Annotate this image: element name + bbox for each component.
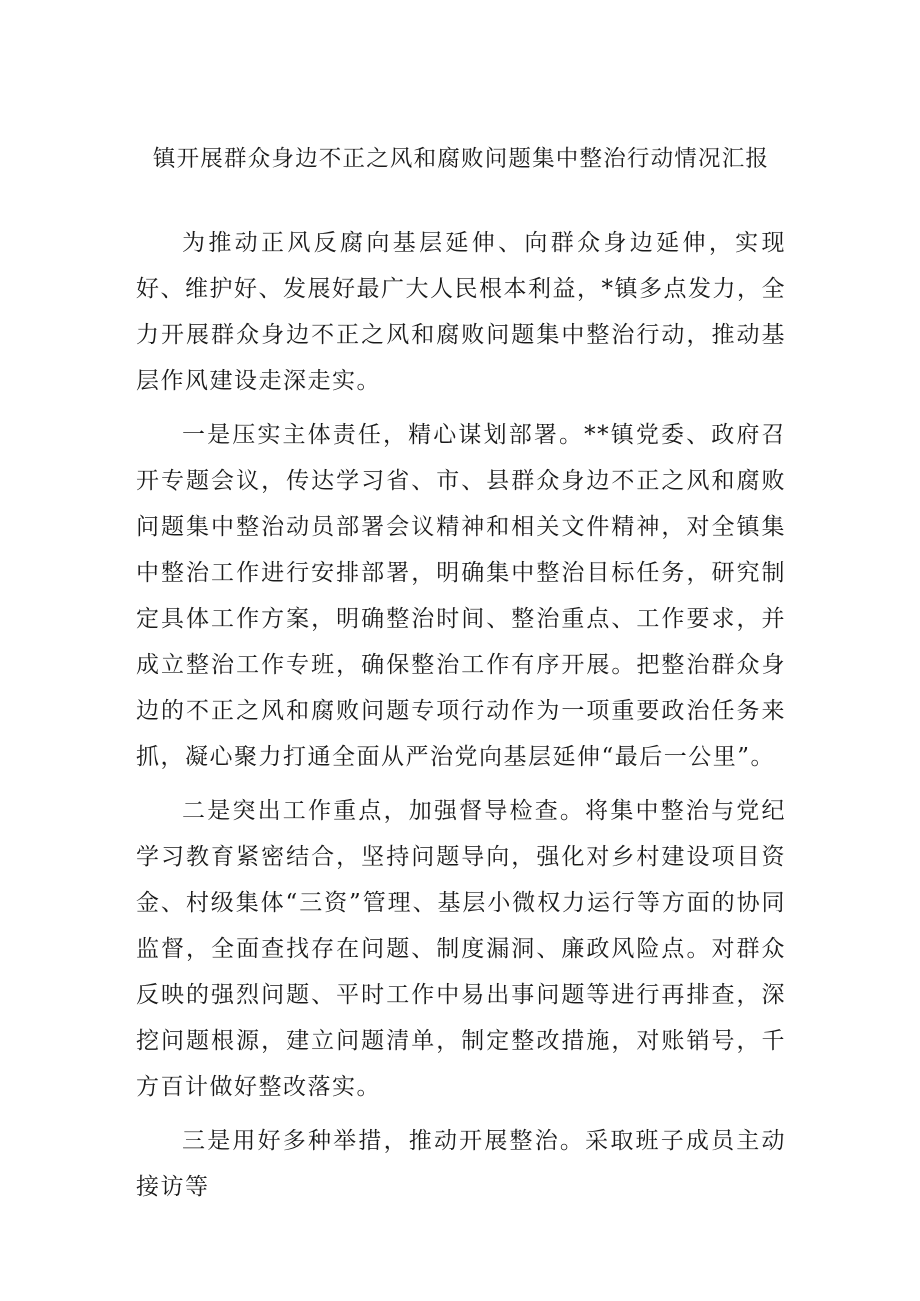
document-title: 镇开展群众身边不正之风和腐败问题集中整治行动情况汇报 [152, 146, 770, 172]
paragraph-point-3: 三是用好多种举措，推动开展整治。采取班子成员主动接访等 [136, 1128, 786, 1200]
paragraph-point-2: 二是突出工作重点，加强督导检查。将集中整治与党纪学习教育紧密结合，坚持问题导向，强化对乡村建设项目资金、村级集体“三资”管理、基层小微权力运行等方面的协同监督，全面查找存在问题、制度漏洞、廉政风险点。对群众反映的强烈问题、平时工作中易出事问题等进行再排查，深挖问题根源，建立问题清单，制定整改措施，对账销号，千方百计做好整改落实。 [136, 798, 786, 1100]
paragraph-intro: 为推动正风反腐向基层延伸、向群众身边延伸，实现好、维护好、发展好最广大人民根本利益，*镇多点发力，全力开展群众身边不正之风和腐败问题集中整治行动，推动基层作风建设走深走实。 [136, 230, 786, 394]
document-body [136, 220, 786, 1218]
paragraph-point-1: 一是压实主体责任，精心谋划部署。**镇党委、政府召开专题会议，传达学习省、市、县群众身边不正之风和腐败问题集中整治动员部署会议精神和相关文件精神，对全镇集中整治工作进行安排部署，明确集中整治目标任务，研究制定具体工作方案，明确整治时间、整治重点、工作要求，并成立整治工作专班，确保整治工作有序开展。把整治群众身边的不正之风和腐败问题专项行动作为一项重要政治任务来抓，凝心聚力打通全面从严治党向基层延伸“最后一公里”。 [136, 422, 786, 770]
